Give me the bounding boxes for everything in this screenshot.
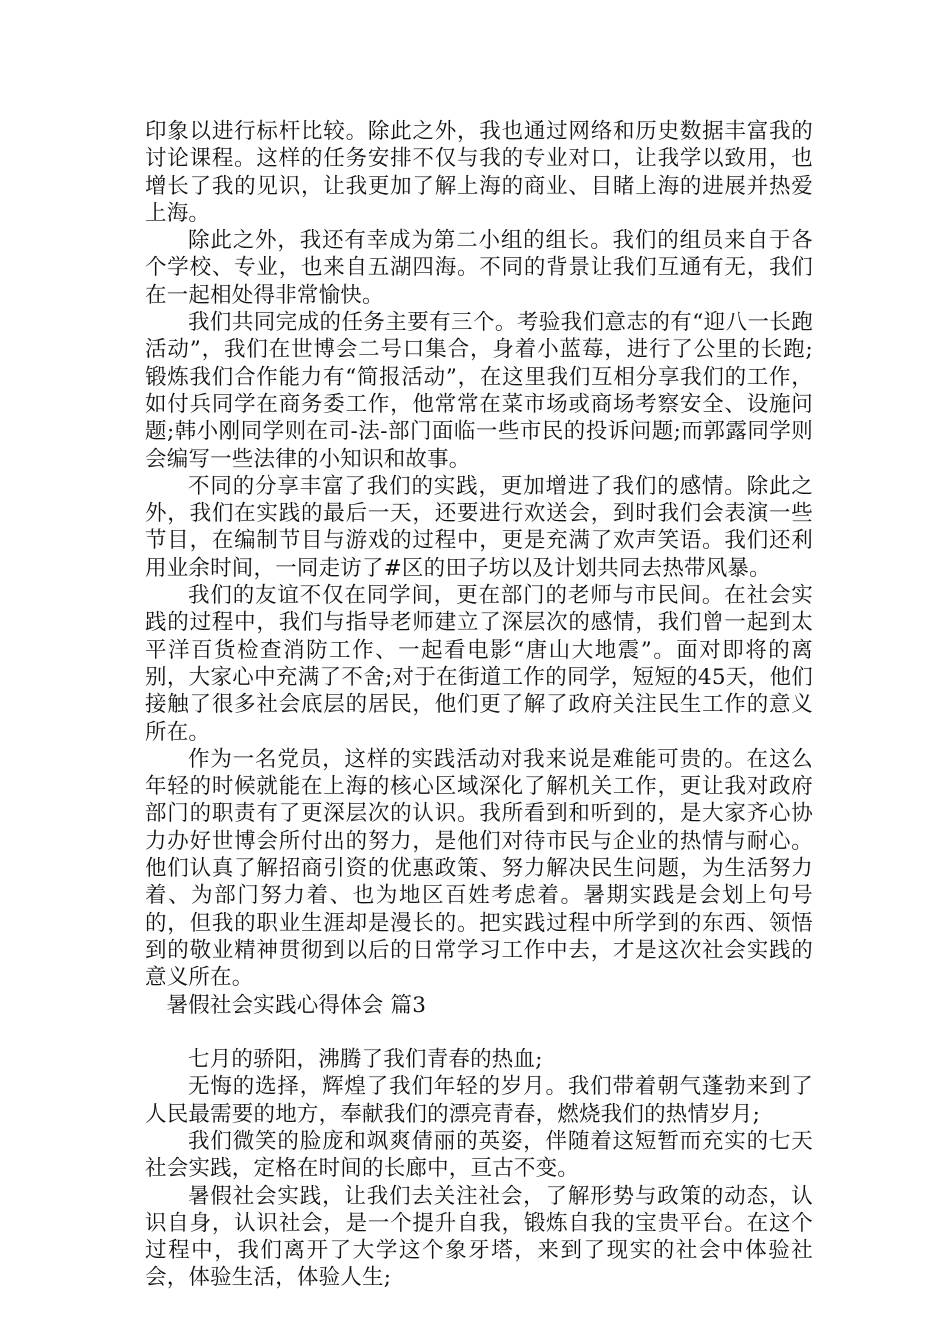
paragraph: 作为一名党员，这样的实践活动对我来说是难能可贵的。在这么年轻的时候就能在上海的核心区域深化了解机关工作，更让我对政府部门的职责有了更深层次的认识。我所看到和听到的，是大家齐心协力办好世博会所付出的努力，是他们对待市民与企业的热情与耐心。他们认真了解招商引资的优惠政策、努力解决民生问题，为生活努力着、为部门努力着、也为地区百姓考虑着。暑期实践是会划上句号的，但我的职业生涯却是漫长的。把实践过程中所学到的东西、领悟到的敬业精神贯彻到以后的日常学习工作中去，才是这次社会实践的意义所在。 [145,746,813,991]
section-heading: 暑假社会实践心得体会 篇3 [166,992,427,1018]
paragraph: 印象以进行标杆比较。除此之外，我也通过网络和历史数据丰富我的讨论课程。这样的任务安排不仅与我的专业对口，让我学以致用，也增长了我的见识，让我更加了解上海的商业、目睹上海的进展并热爱上海。 [145,119,813,226]
paragraph: 我们微笑的脸庞和飒爽倩丽的英姿，伴随着这短暂而充实的七天社会实践，定格在时间的长廊中，亘古不变。 [145,1128,813,1182]
paragraph: 七月的骄阳，沸腾了我们青春的热血; [188,1047,543,1073]
paragraph: 暑假社会实践，让我们去关注社会，了解形势与政策的动态，认识自身，认识社会，是一个提升自我，锻炼自我的宝贵平台。在这个过程中，我们离开了大学这个象牙塔，来到了现实的社会中体验社会，体验生活，体验人生; [145,1183,813,1291]
paragraph: 不同的分享丰富了我们的实践，更加增进了我们的感情。除此之外，我们在实践的最后一天，还要进行欢送会，到时我们会表演一些节目，在编制节目与游戏的过程中，更是充满了欢声笑语。我们还利用业余时间，一同走访了#区的田子坊以及计划共同去热带风暴。 [145,473,813,581]
paragraph: 我们共同完成的任务主要有三个。考验我们意志的有“迎八一长跑活动”，我们在世博会二号口集合，身着小蓝莓，进行了公里的长跑;锻炼我们合作能力有“简报活动”，在这里我们互相分享我们的工作，如付兵同学在商务委工作，他常常在菜市场或商场考察安全、设施问题;韩小刚同学则在司-法-部门面临一些市民的投诉问题;而郭露同学则会编写一些法律的小知识和故事。 [145,310,813,472]
paragraph: 无悔的选择，辉煌了我们年轻的岁月。我们带着朝气蓬勃来到了人民最需要的地方，奉献我们的漂亮青春，燃烧我们的热情岁月; [145,1074,813,1127]
blank-line [145,1019,813,1046]
paragraph: 除此之外，我还有幸成为第二小组的组长。我们的组员来自于各个学校、专业，也来自五湖四海。不同的背景让我们互通有无，我们在一起相处得非常愉快。 [145,228,813,308]
document-body [145,118,813,1292]
paragraph: 我们的友谊不仅在同学间，更在部门的老师与市民间。在社会实践的过程中，我们与指导老师建立了深层次的感情，我们曾一起到太平洋百货检查消防工作、一起看电影“唐山大地震”。面对即将的离别，大家心中充满了不舍;对于在街道工作的同学，短短的45天，他们接触了很多社会底层的居民，他们更了解了政府关注民生工作的意义所在。 [145,583,813,745]
